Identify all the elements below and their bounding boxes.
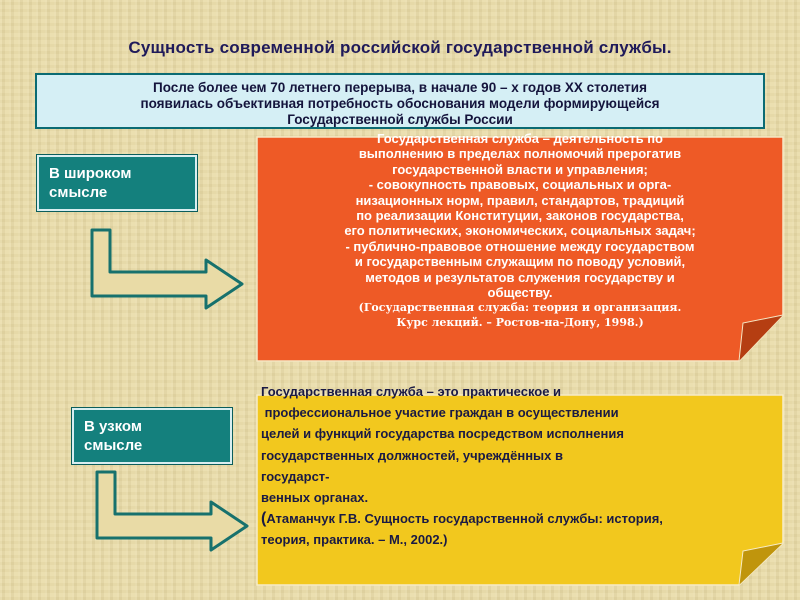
broad-def-line-11: обществу. (487, 285, 553, 301)
broad-def-line-3: государственной власти и управления; (392, 161, 648, 177)
broad-def-line-4: - совокупность правовых, социальных и орга- (368, 177, 672, 193)
narrow-citation-line-2: теория, практика. – М., 2002.) (261, 532, 448, 548)
narrow-definition-text (261, 381, 781, 551)
broad-label-line-1: В широком (49, 165, 132, 182)
broad-def-line-9: и государственным служащим по поводу условий, (354, 254, 686, 270)
broad-sense-label (37, 155, 197, 211)
narrow-definition-card (255, 384, 785, 589)
narrow-label-line-1: В узком (84, 418, 142, 435)
broad-def-line-10: методов и результатов служения государству и (365, 269, 675, 285)
broad-citation-line-1: (Государственная служба: теория и организация. (358, 301, 682, 315)
narrow-def-line-6: венных органах. (261, 490, 369, 506)
narrow-label-line-2: смысле (84, 437, 143, 454)
broad-label-line-2: смысле (49, 184, 108, 201)
intro-line-1: После более чем 70 летнего перерыва, в начале 90 – х годов XX столетия (153, 80, 647, 95)
narrow-citation-text-1: Атаманчук Г.В. Сущность государственной службы: история, (266, 511, 663, 527)
narrow-def-line-1: Государственная служба – это практическое и (261, 384, 562, 399)
broad-def-line-1: Государственная служба – деятельность по (377, 131, 663, 146)
broad-definition-card (255, 131, 785, 365)
elbow-arrow-right-icon (88, 228, 248, 310)
broad-definition-text (250, 131, 790, 330)
broad-def-line-6: по реализации Конституции, законов государства, (356, 208, 684, 224)
narrow-citation-open: ( (261, 510, 267, 528)
slide-title: Сущность современной российской государственной службы. (128, 38, 672, 57)
narrow-def-line-3: целей и функций государства посредством исполнения (261, 426, 624, 442)
intro-line-2: появилась объективная потребность обоснования модели формирующейся (140, 96, 660, 111)
intro-line-3: Государственной службы России (287, 112, 513, 127)
broad-citation-line-2: Курс лекций. – Ростов-на-Дону, 1998.) (396, 316, 644, 330)
narrow-def-line-5: государст- (261, 468, 330, 484)
elbow-arrow-right-icon (93, 470, 253, 552)
narrow-def-line-4: государственных должностей, учреждённых в (261, 447, 563, 463)
narrow-sense-label (72, 408, 232, 464)
intro-box (35, 73, 765, 129)
broad-def-line-8: - публично-правовое отношение между государством (345, 238, 695, 254)
broad-def-line-5: низационных норм, правил, стандартов, традиций (355, 192, 685, 208)
broad-def-line-2: выполнению в пределах полномочий прерогатив (358, 146, 682, 162)
broad-def-line-7: его политических, экономических, социальных задач; (344, 223, 696, 239)
narrow-citation-line-1 (261, 508, 781, 529)
narrow-def-line-2: профессиональное участие граждан в осуществлении (261, 405, 619, 421)
